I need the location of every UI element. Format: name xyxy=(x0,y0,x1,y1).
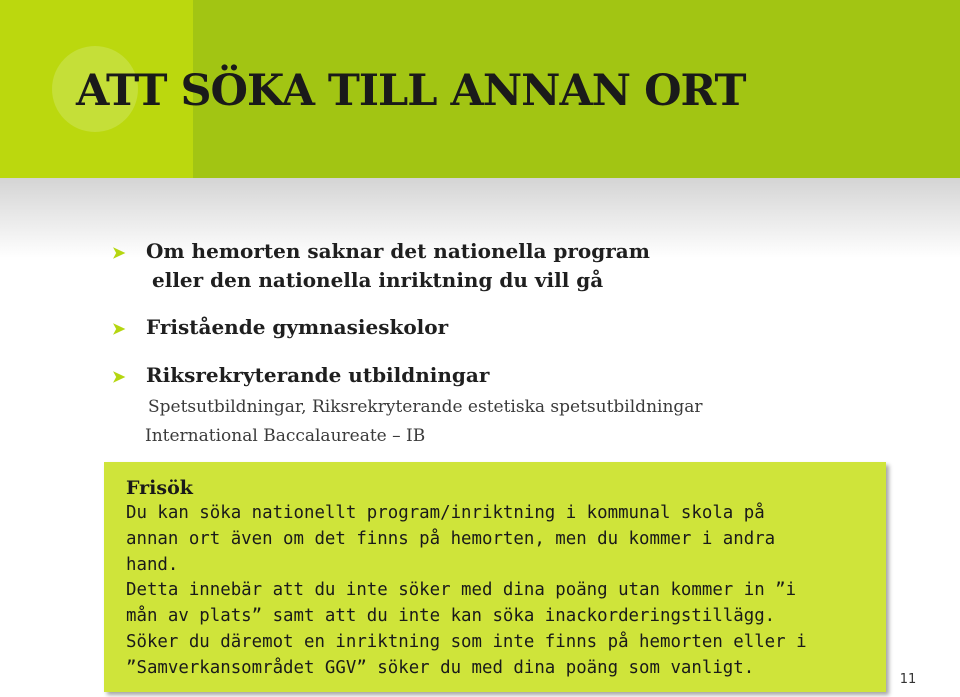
frisok-line: ”Samverkansområdet GGV” söker du med dina poäng som vanligt. xyxy=(126,657,755,678)
bullet-item-fristaende xyxy=(112,315,448,339)
sub-item-ib: International Baccalaureate – IB xyxy=(145,426,426,446)
slide-title: ATT SÖKA TILL ANNAN ORT xyxy=(76,66,746,116)
arrowhead-bullet-icon: ➤ xyxy=(112,243,126,262)
bullet-text: Fristående gymnasieskolor xyxy=(146,315,449,339)
frisok-line: mån av plats” samt att du inte kan söka inackorderingstillägg. xyxy=(126,606,776,627)
frisok-line: Du kan söka nationellt program/inriktning i kommunal skola på xyxy=(126,503,765,523)
bullet-item-riksrekryterande xyxy=(112,363,489,387)
bullet-item-hemort xyxy=(112,239,650,263)
bullet-text: Riksrekryterande utbildningar xyxy=(146,363,490,387)
frisok-line: annan ort även om det finns på hemorten, men du kommer i andra xyxy=(126,528,776,549)
frisok-line: Söker du däremot en inriktning som inte finns på hemorten eller i xyxy=(126,631,807,652)
bullet-text: Om hemorten saknar det nationella program xyxy=(146,239,650,263)
arrowhead-bullet-icon: ➤ xyxy=(112,367,126,386)
frisok-line: hand. xyxy=(126,554,179,575)
frisok-line: Detta innebär att du inte söker med dina poäng utan kommer in ”i xyxy=(126,580,797,601)
frisok-box xyxy=(104,462,886,692)
arrowhead-bullet-icon: ➤ xyxy=(112,319,126,338)
frisok-title: Frisök xyxy=(126,477,193,499)
sub-item-spetsutbildningar: Spetsutbildningar, Riksrekryterande estetiska spetsutbildningar xyxy=(148,397,703,417)
bullet-continuation: eller den nationella inriktning du vill gå xyxy=(152,268,604,292)
page-number: 11 xyxy=(899,672,917,687)
